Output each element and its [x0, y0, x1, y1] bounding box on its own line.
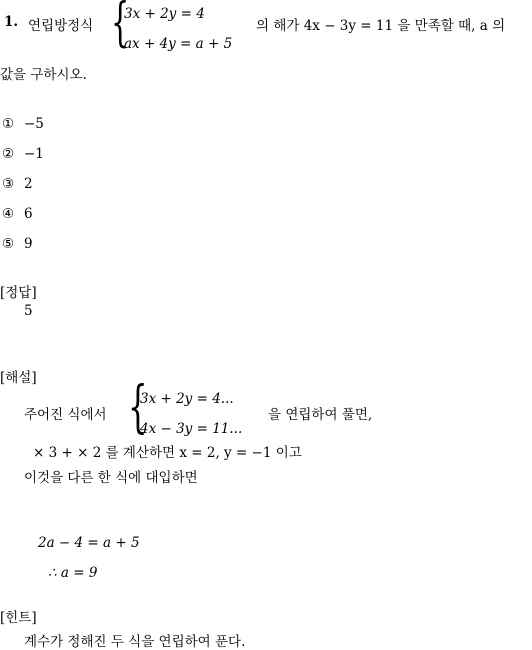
choice-value: −1: [24, 146, 44, 162]
choice-item[interactable]: [2, 236, 33, 252]
choice-item[interactable]: [2, 116, 44, 132]
explanation-brace: {: [128, 375, 148, 440]
explanation-equation-2: ∴ a = 9: [48, 565, 98, 581]
choice-mark: ③: [2, 176, 15, 192]
answer-label: [정답]: [0, 285, 37, 301]
choice-mark: ④: [2, 206, 15, 222]
choice-value: 2: [24, 176, 33, 192]
question-system-line-2: ax + 4y = a + 5: [124, 36, 233, 52]
explanation-line-3: 이것을 다른 한 식에 대입하면: [24, 470, 198, 486]
choice-item[interactable]: [2, 206, 33, 222]
explanation-line-2: × 3 + × 2 를 계산하면 x = 2, y = −1 이고: [33, 445, 302, 461]
choice-item[interactable]: [2, 176, 33, 192]
choice-mark: ②: [2, 146, 15, 162]
question-system-line-1: 3x + 2y = 4: [124, 6, 205, 22]
explanation-equation-1: 2a − 4 = a + 5: [38, 535, 140, 551]
choice-item[interactable]: [2, 146, 44, 162]
explanation-system-line-1: 3x + 2y = 4...: [140, 391, 234, 407]
question-number: 1.: [4, 14, 19, 30]
choice-value: 9: [24, 236, 33, 252]
question-line-2: 값을 구하시오.: [0, 67, 87, 83]
hint-text: 계수가 정해진 두 식을 연립하여 푼다.: [24, 634, 246, 650]
answer-value: 5: [24, 303, 33, 319]
hint-label: [힌트]: [0, 610, 37, 626]
question-intro: 연립방정식: [28, 18, 94, 34]
choice-mark: ①: [2, 116, 15, 132]
explanation-after-system: 을 연립하여 풀면,: [268, 407, 373, 423]
explanation-system-line-2: 4x − 3y = 11...: [140, 421, 243, 437]
question-brace: {: [111, 0, 130, 53]
choice-value: 6: [24, 206, 33, 222]
explanation-intro: 주어진 식에서: [24, 407, 107, 423]
choice-value: −5: [24, 116, 44, 132]
question-condition: 의 해가 4x − 3y = 11 을 만족할 때, a 의: [256, 18, 506, 34]
choice-mark: ⑤: [2, 236, 15, 252]
explanation-label: [해설]: [0, 370, 37, 386]
